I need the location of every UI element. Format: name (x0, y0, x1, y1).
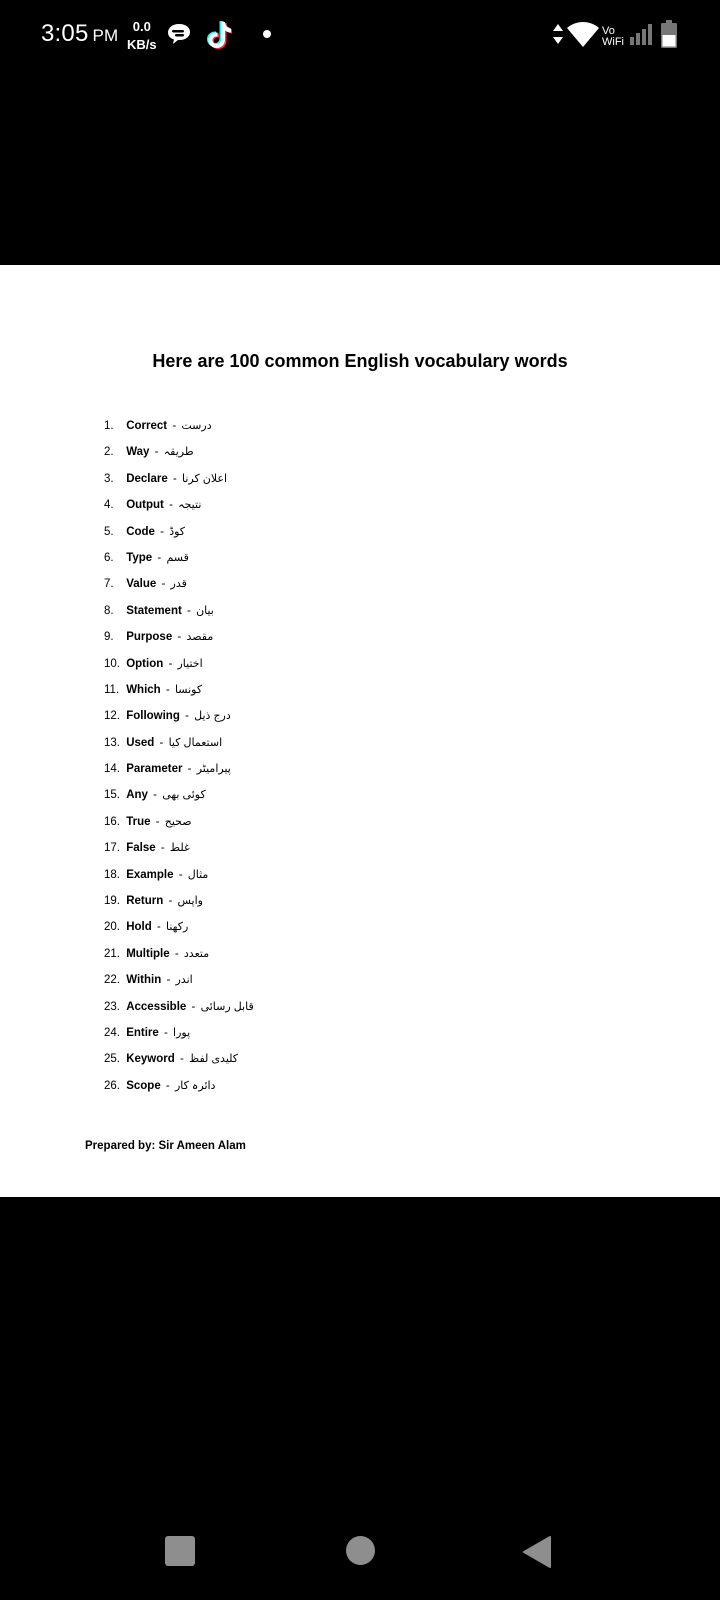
vocab-urdu-translation: استعمال کیا (168, 736, 223, 749)
vocab-number: 8. (104, 604, 114, 617)
vocab-urdu-translation: کوڈ (169, 525, 186, 538)
vocab-separator: - (187, 763, 192, 776)
vocab-item (104, 1020, 254, 1046)
vocab-urdu-translation: قابل رسائی (200, 1000, 254, 1013)
vocab-separator: - (165, 1079, 170, 1092)
vocab-english-word: Example (126, 868, 174, 881)
vocab-item (104, 703, 254, 729)
vocab-item (104, 598, 254, 624)
data-arrows-icon (552, 22, 564, 51)
vocab-number: 18. (104, 868, 120, 881)
vocab-urdu-translation: نتیجہ (178, 499, 202, 512)
vocab-number: 21. (104, 947, 120, 960)
vocab-separator: - (154, 446, 159, 459)
vocab-item (104, 888, 254, 914)
vocab-english-word: Code (126, 525, 155, 538)
vowifi-label (602, 26, 624, 48)
vocab-item (104, 914, 254, 940)
vocab-urdu-translation: قدر (170, 578, 187, 591)
vocab-english-word: Statement (126, 604, 182, 617)
recents-button[interactable] (165, 1536, 195, 1566)
signal-icon (630, 24, 654, 51)
vocab-item (104, 545, 254, 571)
vocab-english-word: Entire (126, 1026, 159, 1039)
vocab-urdu-translation: مثال (187, 868, 209, 881)
vocab-separator: - (172, 472, 177, 485)
vocab-urdu-translation: اعلان کرنا (182, 472, 228, 485)
vocab-english-word: Value (126, 578, 157, 591)
vocab-english-word: Output (126, 499, 164, 512)
vocab-urdu-translation: درج ذیل (194, 710, 231, 723)
chat-bubble-icon (166, 22, 192, 51)
vocab-english-word: Correct (126, 420, 168, 432)
vocab-separator: - (174, 947, 179, 960)
vocab-english-word: Hold (126, 921, 152, 934)
vocab-number: 4. (104, 499, 114, 512)
vocab-english-word: Used (126, 736, 155, 749)
vocab-separator: - (156, 921, 161, 934)
vocab-separator: - (185, 710, 189, 723)
vocab-urdu-translation: متعدد (183, 947, 210, 960)
vocab-separator: - (172, 420, 177, 432)
navigation-bar (0, 1520, 720, 1600)
vocab-separator: - (155, 815, 160, 828)
vocab-separator: - (153, 789, 157, 802)
vocab-english-word: Return (126, 895, 164, 908)
status-bar (0, 0, 720, 70)
tiktok-icon (206, 20, 232, 55)
vocab-item (104, 994, 254, 1020)
vocab-number: 16. (104, 815, 120, 828)
vocab-item (104, 967, 254, 993)
vocab-separator: - (178, 868, 183, 881)
vocab-english-word: Purpose (126, 631, 173, 644)
vocab-urdu-translation: طریقہ (163, 446, 194, 459)
vocab-english-word: Type (126, 551, 153, 564)
network-speed-unit: KB/s (127, 37, 157, 52)
vocab-item (104, 941, 254, 967)
vocab-item (104, 730, 254, 756)
vocab-number: 20. (104, 921, 120, 934)
vocab-separator: - (159, 736, 164, 749)
clock (41, 20, 118, 48)
vocab-number: 22. (104, 974, 120, 987)
vocab-separator: - (179, 1053, 184, 1066)
vowifi-line2: WiFi (602, 36, 624, 48)
network-speed (127, 18, 157, 54)
vocab-english-word: Within (126, 974, 162, 987)
vocab-urdu-translation: درست (181, 420, 212, 432)
vocab-number: 15. (104, 789, 120, 802)
vocab-english-word: False (126, 842, 156, 855)
vocab-number: 19. (104, 895, 120, 908)
vocab-urdu-translation: غلط (169, 842, 190, 855)
vocab-urdu-translation: واپس (177, 895, 203, 908)
vocab-item (104, 624, 254, 650)
vocab-item (104, 782, 254, 808)
vocab-number: 9. (104, 631, 114, 644)
vocab-urdu-translation: رکھنا (166, 921, 189, 934)
vocab-number: 6. (104, 551, 114, 564)
battery-icon (661, 20, 677, 53)
vocab-item (104, 677, 254, 703)
clock-ampm: PM (92, 26, 119, 45)
vocab-separator: - (169, 499, 173, 512)
vocab-english-word: Which (126, 683, 161, 696)
network-speed-value: 0.0 (132, 19, 151, 34)
vocab-urdu-translation: بیان (196, 604, 214, 617)
vocab-item (104, 1046, 254, 1072)
vocab-item (104, 571, 254, 597)
vocab-number: 10. (104, 657, 120, 670)
back-button[interactable] (522, 1535, 552, 1574)
wifi-icon (566, 20, 600, 53)
vocab-english-word: Following (126, 710, 180, 723)
home-button[interactable] (346, 1536, 375, 1565)
vocab-item (104, 439, 254, 465)
vocab-number: 2. (104, 446, 114, 459)
vocab-urdu-translation: قسم (166, 551, 189, 564)
vocab-item (104, 756, 254, 782)
vocab-english-word: Any (126, 789, 148, 802)
vocab-separator: - (164, 1026, 168, 1039)
vocab-urdu-translation: پورا (173, 1026, 191, 1039)
vocab-separator: - (166, 974, 171, 987)
vocab-number: 11. (104, 683, 120, 696)
vocab-english-word: Multiple (126, 947, 170, 960)
vocab-english-word: Keyword (126, 1053, 175, 1066)
vocab-separator: - (160, 842, 165, 855)
vocab-english-word: Accessible (126, 1000, 187, 1013)
vocab-english-word: Way (126, 446, 150, 459)
vocab-number: 25. (104, 1053, 120, 1066)
document-title: Here are 100 common English vocabulary words (152, 351, 568, 371)
vocab-separator: - (168, 895, 173, 908)
vocabulary-list (104, 413, 254, 1099)
vocab-number: 17. (104, 842, 120, 855)
vocab-separator: - (187, 604, 191, 617)
vocab-urdu-translation: اندر (175, 974, 193, 987)
vocab-item (104, 466, 254, 492)
vocab-urdu-translation: اختیار (177, 657, 203, 670)
vocab-urdu-translation: صحیح (164, 815, 192, 828)
vocab-number: 13. (104, 736, 120, 749)
vocab-urdu-translation: کونسا (174, 683, 203, 696)
vocab-number: 12. (104, 710, 120, 723)
vocab-urdu-translation: دائرہ کار (174, 1079, 216, 1092)
vocab-separator: - (157, 551, 162, 564)
vocab-urdu-translation: کوئی بھی (162, 789, 206, 802)
vocab-number: 14. (104, 763, 120, 776)
vocab-item (104, 835, 254, 861)
vocab-urdu-translation: پیرامیٹر (196, 763, 231, 776)
vocab-english-word: True (126, 815, 151, 828)
document-page[interactable] (0, 265, 720, 1197)
vocab-item (104, 651, 254, 677)
notification-dot-icon (263, 30, 271, 38)
vocab-item (104, 519, 254, 545)
vocab-number: 1. (104, 420, 114, 432)
vocab-number: 7. (104, 578, 114, 591)
prepared-by: Prepared by: Sir Ameen Alam (85, 1140, 246, 1152)
vocab-english-word: Option (126, 657, 164, 670)
vocab-item (104, 862, 254, 888)
vocab-english-word: Scope (126, 1079, 161, 1092)
vocab-separator: - (165, 683, 170, 696)
vocab-number: 5. (104, 525, 114, 538)
vocab-urdu-translation: مقصد (186, 631, 214, 644)
vocab-number: 23. (104, 1000, 120, 1013)
vocab-number: 24. (104, 1026, 120, 1039)
vowifi-line1: Vo (602, 25, 615, 37)
vocab-separator: - (191, 1000, 196, 1013)
vocab-item (104, 413, 254, 439)
vocab-item (104, 809, 254, 835)
vocab-item (104, 1073, 254, 1099)
clock-time: 3:05 (41, 20, 89, 47)
vocab-urdu-translation: کلیدی لفظ (189, 1053, 239, 1066)
vocab-separator: - (160, 525, 164, 538)
vocab-number: 26. (104, 1079, 120, 1092)
vocab-separator: - (161, 578, 166, 591)
vocab-number: 3. (104, 472, 114, 485)
vocab-separator: - (177, 631, 182, 644)
vocab-english-word: Declare (126, 472, 168, 485)
vocab-english-word: Parameter (126, 763, 183, 776)
vocab-item (104, 492, 254, 518)
vocab-separator: - (168, 657, 173, 670)
